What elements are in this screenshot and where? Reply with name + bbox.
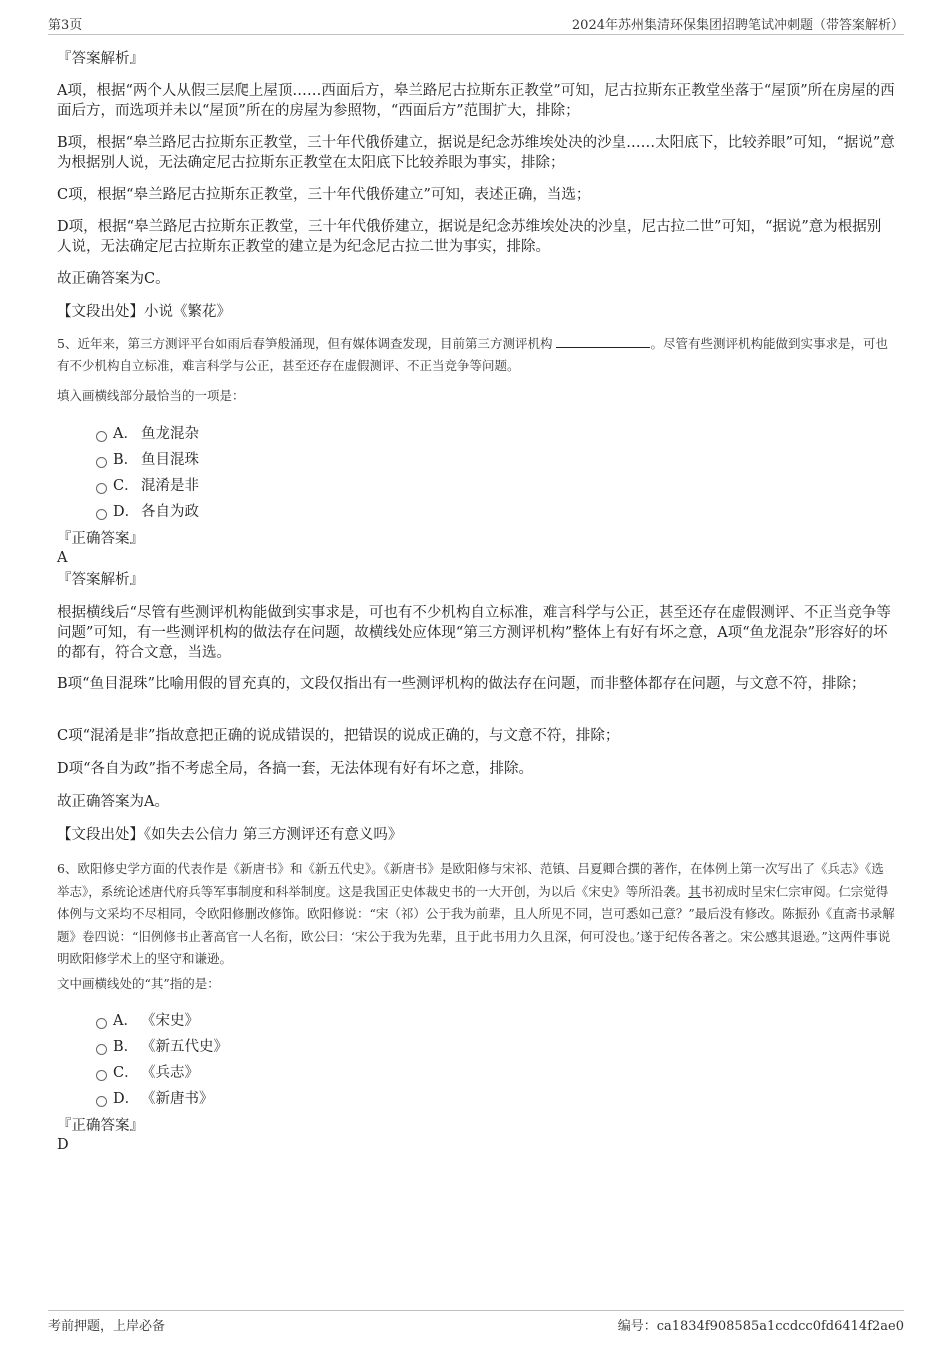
q5-analysis-c: C项“混淆是非”指故意把正确的说成错误的，把错误的说成正确的，与文意不符，排除； [57,728,620,744]
radio-icon[interactable] [96,483,107,494]
radio-icon[interactable] [96,1070,107,1081]
radio-icon[interactable] [96,457,107,468]
q6-answer-label: 『正确答案』 [57,1118,144,1134]
page-footer [48,1310,904,1334]
radio-icon[interactable] [96,509,107,520]
q5-blank [556,335,650,348]
document-id: 编号：ca1834f908585a1ccdcc0fd6414f2ae0 [617,1319,904,1334]
q6-option-a[interactable]: A． 《宋史》 [96,1011,199,1031]
q5-analysis-b: B项“鱼目混珠”比喻用假的冒充真的，文段仅指出有一些测评机构的做法存在问题，而非整体都存在问题，与文意不符，排除； [57,676,866,692]
q5-option-a[interactable]: A． 鱼龙混杂 [96,424,199,444]
q5-prompt: 填入画横线部分最恰当的一项是： [57,388,245,403]
q5-option-c[interactable]: C． 混淆是非 [96,476,199,496]
footer-slogan: 考前押题，上岸必备 [48,1319,166,1334]
q6-option-d[interactable]: D． 《新唐书》 [96,1089,214,1109]
q6-prompt: 文中画横线处的“其”指的是： [57,976,220,991]
radio-icon[interactable] [96,431,107,442]
q5-analysis-d: D项“各自为政”指不考虑全局，各搞一套，无法体现有好有坏之意，排除。 [57,761,533,777]
q4-analysis-b: B项，根据“皋兰路尼古拉斯东正教堂，三十年代俄侨建立，据说是纪念苏维埃处决的沙皇……太阳底下，比较养眼”可知，“据说”意为根据别人说，无法确定尼古拉斯东正教堂在太阳底下比较养眼为事实，排除； [57,135,895,171]
q4-analysis-c: C项，根据“皋兰路尼古拉斯东正教堂，三十年代俄侨建立”可知，表述正确，当选； [57,187,591,203]
q5-analysis-label: 『答案解析』 [57,572,144,588]
q4-source: 【文段出处】小说《繁花》 [57,304,231,320]
page-header [48,14,904,35]
q4-analysis-d: D项，根据“皋兰路尼古拉斯东正教堂，三十年代俄侨建立，据说是纪念苏维埃处决的沙皇，尼古拉二世”可知，“据说”意为根据别人说，无法确定尼古拉斯东正教堂的建立是为纪念尼古拉二世为事实，排除。 [57,219,882,255]
radio-icon[interactable] [96,1018,107,1029]
q5-analysis-a: 根据横线后“尽管有些测评机构能做到实事求是，可也有不少机构自立标准，难言科学与公正，甚至还存在虚假测评、不正当竞争等问题”可知，有一些测评机构的做法存在问题，故横线处应体现“第三方测评机构”整体上有好有坏之意，A项“鱼龙混杂”形容好的坏的都有，符合文意，当选。 [57,605,891,661]
q5-option-d[interactable]: D． 各自为政 [96,502,199,522]
q4-analysis-a: A项，根据“两个人从假三层爬上屋顶……西面后方，皋兰路尼古拉斯东正教堂”可知，尼古拉斯东正教堂坐落于“屋顶”所在房屋的西面后方，而选项并未以“屋顶”所在的房屋为参照物，“西面后方”范围扩大，排除； [57,83,895,119]
q6-underlined-word: 其 [688,883,701,899]
q5-answer: A [57,550,68,566]
q6-option-c[interactable]: C． 《兵志》 [96,1063,199,1083]
q6-stem: 6、欧阳修史学方面的代表作是《新唐书》和《新五代史》。《新唐书》是欧阳修与宋祁、范镇、吕夏卿合撰的著作，在体例上第一次写出了《兵志》《选举志》，系统论述唐代府兵等军事制度和科举制度。这是我国正史体裁史书的一大开创，为以后《宋史》等所沿袭。其书初成时呈宋仁宗审阅。仁宗觉得体例与文采均不尽相同，令欧阳修删改修饰。欧阳修说：“宋（祁）公于我为前辈，且人所见不同，岂可悉如己意？”最后没有修改。陈振孙《直斋书录解题》卷四说：“旧例修书止著高官一人名衔，欧公曰：‘宋公于我为先辈，且于此书用力久且深，何可没也。’遂于纪传各著之。宋公感其退逊。”这两件事说明欧阳修学术上的坚守和谦逊。 [57,861,895,966]
q4-conclusion: 故正确答案为C。 [57,271,170,287]
q5-stem: 5、近年来，第三方测评平台如雨后春笋般涌现，但有媒体调查发现，目前第三方测评机构 。尽管有些测评机构能做到实事求是，可也有不少机构自立标准，难言科学与公正，甚至还存在虚假测评、不正当竞争等问题。 [57,336,888,373]
page-number: 第3页 [48,18,83,33]
radio-icon[interactable] [96,1096,107,1107]
q6-option-b[interactable]: B． 《新五代史》 [96,1037,228,1057]
radio-icon[interactable] [96,1044,107,1055]
q5-option-b[interactable]: B． 鱼目混珠 [96,450,199,470]
q5-answer-label: 『正确答案』 [57,531,144,547]
q5-conclusion: 故正确答案为A。 [57,794,169,810]
q6-answer: D [57,1137,69,1153]
q4-analysis-label: 『答案解析』 [57,51,144,67]
document-title: 2024年苏州集清环保集团招聘笔试冲刺题（带答案解析） [571,18,904,33]
q5-source: 【文段出处】《如失去公信力 第三方测评还有意义吗》 [57,827,403,843]
